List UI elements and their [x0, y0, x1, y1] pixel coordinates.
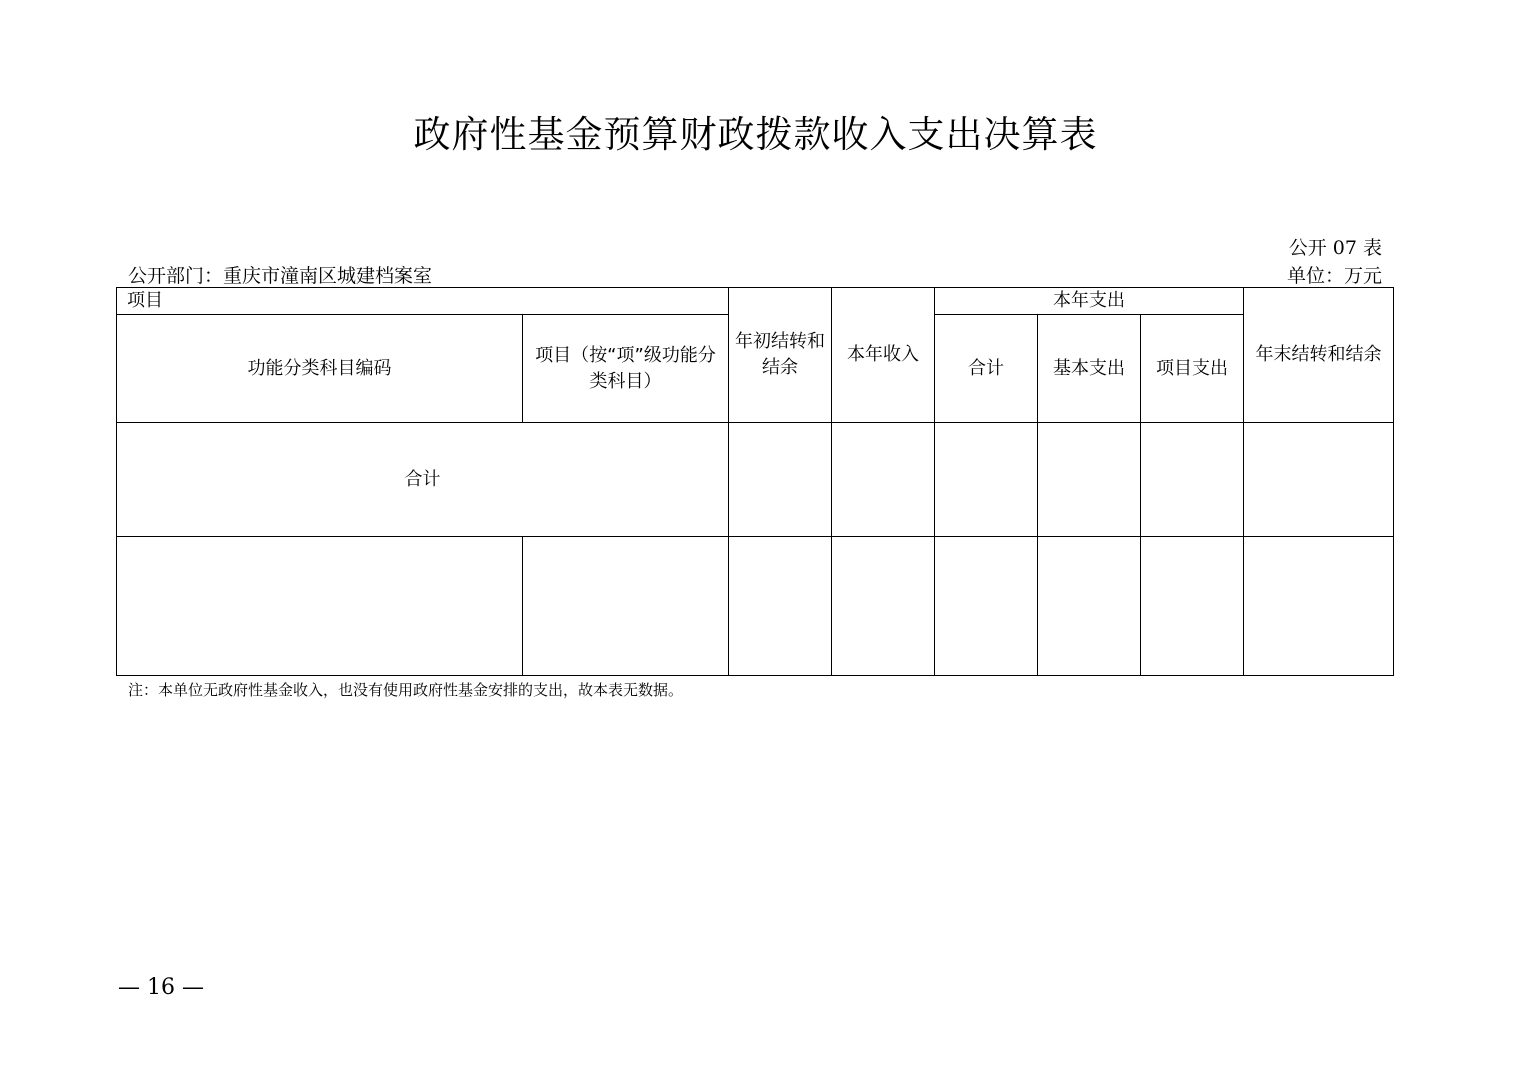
unit-label: 单位：万元 [1286, 265, 1382, 287]
header-code: 功能分类科目编码 [117, 315, 523, 423]
table-cell [935, 423, 1038, 537]
table-cell [935, 537, 1038, 676]
header-income: 本年收入 [832, 288, 935, 423]
table-cell [1141, 423, 1244, 537]
header-basic: 基本支出 [1038, 315, 1141, 423]
form-number: 公开 07 表 [1288, 237, 1382, 259]
total-row-label: 合计 [117, 423, 729, 537]
table-cell [117, 537, 523, 676]
table-cell [1038, 423, 1141, 537]
table-cell [1038, 537, 1141, 676]
table-cell [729, 423, 832, 537]
page-title: 政府性基金预算财政拨款收入支出决算表 [413, 113, 1098, 156]
table-cell [832, 537, 935, 676]
table-cell [729, 537, 832, 676]
header-end-balance: 年末结转和结余 [1244, 288, 1394, 423]
header-project: 项目支出 [1141, 315, 1244, 423]
page-number: — 16 — [118, 975, 204, 1000]
table-cell [1244, 537, 1394, 676]
table-cell [832, 423, 935, 537]
header-item-name: 项目（按“项”级功能分类科目） [523, 315, 729, 423]
header-item: 项目 [117, 288, 729, 315]
footnote: 注：本单位无政府性基金收入，也没有使用政府性基金安排的支出，故本表无数据。 [128, 681, 684, 699]
table-cell [1141, 537, 1244, 676]
header-total: 合计 [935, 315, 1038, 423]
department-label: 公开部门：重庆市潼南区城建档案室 [128, 265, 433, 287]
table-cell [523, 537, 729, 676]
budget-table [116, 287, 1394, 676]
header-this-year-expense: 本年支出 [935, 288, 1244, 315]
table-cell [1244, 423, 1394, 537]
header-begin-balance: 年初结转和结余 [729, 288, 832, 423]
